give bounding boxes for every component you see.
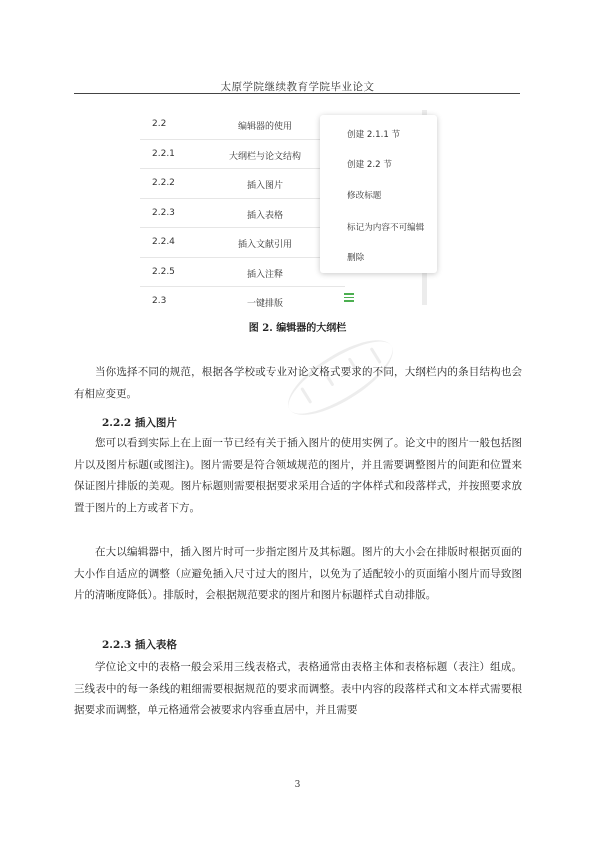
paragraph: 在大以编辑器中，插入图片时可一步指定图片及其标题。图片的大小会在排版时根据页面的大小作自适应的调整（应避免插入尺寸过大的图片，以免为了适配较小的页面缩小图片而导致图片的清晰度降低）。排版时，会根据规范要求的图片和图片标题样式自动排版。 — [74, 546, 522, 602]
menu-item-delete: 删除 — [347, 253, 365, 263]
outline-row-number: 2.3 — [152, 296, 167, 306]
outline-table — [140, 110, 345, 316]
page-header: 太原学院继续教育学院毕业论文 — [220, 81, 375, 93]
paragraph: 当你选择不同的规范，根据各学校或专业对论文格式要求的不同，大纲栏内的条目结构也会有相应变更。 — [74, 366, 522, 400]
header-rule — [74, 93, 520, 94]
outline-row-title: 插入表格 — [246, 210, 283, 221]
page-number: 3 — [294, 780, 301, 790]
outline-row-title: 一键排版 — [246, 299, 283, 309]
outline-row-number: 2.2.4 — [152, 237, 175, 247]
menu-item-rename: 修改标题 — [347, 191, 382, 201]
menu-item-lock: 标记为内容不可编辑 — [347, 223, 425, 233]
outline-row-number: 2.2.5 — [152, 266, 175, 277]
outline-row — [140, 110, 345, 140]
outline-row-title: 插入注释 — [246, 269, 283, 280]
outline-row — [140, 258, 345, 288]
outline-row-title: 编辑器的使用 — [237, 122, 292, 132]
outline-row-number: 2.2.1 — [152, 148, 175, 159]
menu-item-create-2-1-1: 创建 2.1.1 节 — [347, 130, 401, 140]
section-heading: 2.2.2 插入图片 — [102, 417, 177, 429]
outline-row-number: 2.2 — [152, 119, 167, 129]
list-icon — [344, 293, 354, 302]
outline-row — [140, 169, 345, 199]
outline-row — [140, 228, 345, 258]
outline-row-number: 2.2.2 — [152, 178, 175, 188]
paragraph: 学位论文中的表格一般会采用三线表格式，表格通常由表格主体和表格标题（表注）组成。三线表中的每一条线的粗细需要根据规范的要求而调整。表中内容的段落样式和文本样式需要根据要求而调整，单元格通常会被要求内容垂直居中，并且需要 — [74, 661, 522, 717]
section-heading: 2.2.3 插入表格 — [102, 639, 177, 651]
context-menu — [320, 115, 437, 273]
paragraph: 您可以看到实际上在上面一节已经有关于插入图片的使用实例了。论文中的图片一般包括图片以及图片标题(或图注)。图片需要是符合领域规范的图片，并且需要调整图片的间距和位置来保证图片排版的美观。图片标题则需要根据要求采用合适的字体样式和段落样式，并按照要求放置于图片的上方或者下方。 — [74, 437, 522, 515]
outline-figure — [140, 110, 450, 310]
outline-row — [140, 287, 345, 316]
outline-row-title: 大纲栏与论文结构 — [228, 151, 301, 162]
menu-item-create-2-2: 创建 2.2 节 — [347, 160, 392, 170]
outline-row-title: 插入图片 — [246, 181, 283, 191]
outline-row-number: 2.2.3 — [152, 207, 175, 218]
outline-row-title: 插入文献引用 — [237, 240, 292, 250]
outline-row — [140, 140, 345, 170]
outline-row — [140, 199, 345, 229]
figure-caption: 图 2. 编辑器的大纲栏 — [248, 323, 347, 334]
